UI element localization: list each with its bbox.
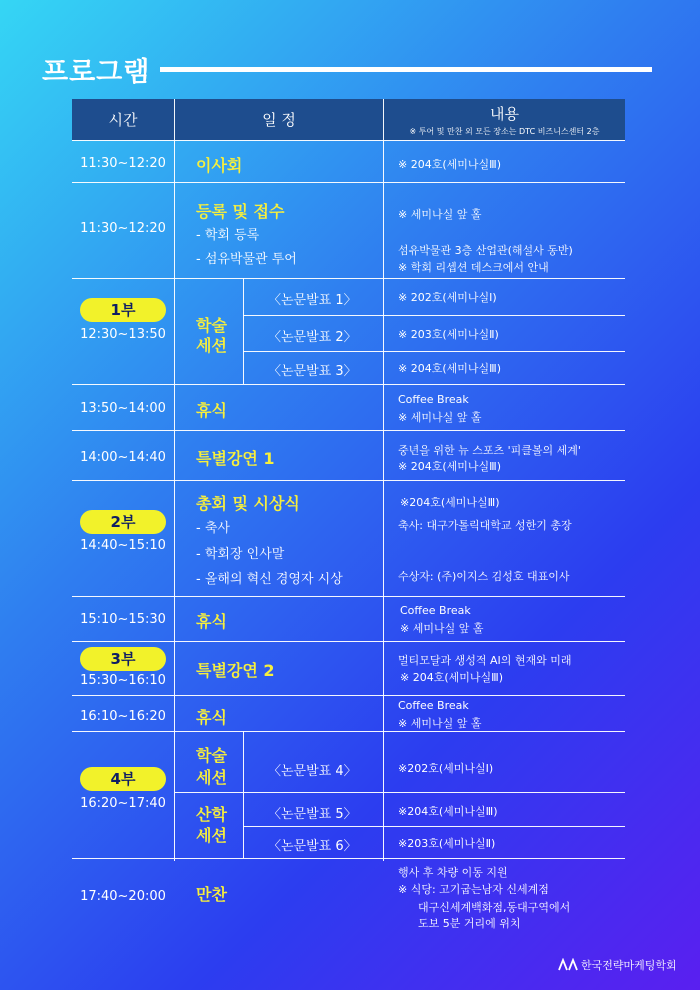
row-divider [72, 641, 625, 642]
row-note: ※ 204호(세미나실Ⅲ) [398, 460, 502, 473]
row-title: 특별강연 1 [196, 449, 275, 468]
row-note: ※ 203호(세미나실Ⅱ) [398, 328, 499, 341]
society-logo [558, 957, 677, 973]
row-note: 멀티모달과 생성적 AI의 현재와 미래 [398, 654, 572, 667]
session-label: 학술 [196, 746, 227, 765]
paper-session: 〈논문발표 4〉 [268, 764, 357, 779]
row-time: 11:30~12:20 [80, 221, 166, 236]
paper-session: 〈논문발표 1〉 [268, 293, 357, 308]
session-label: 세션 [196, 826, 227, 845]
row-time: 16:20~17:40 [80, 796, 166, 811]
row-note: ※203호(세미나실Ⅱ) [398, 837, 496, 850]
table-header [72, 99, 625, 140]
part-badge: 4부 [80, 767, 166, 791]
session-label: 학술 [196, 316, 227, 335]
header-content-label: 내용 [490, 104, 519, 123]
row-time: 15:30~16:10 [80, 673, 166, 688]
row-note: ※202호(세미나실Ⅰ) [398, 762, 494, 775]
paper-session: 〈논문발표 3〉 [268, 364, 357, 379]
row-divider [72, 182, 625, 183]
row-divider [72, 278, 625, 279]
row-time: 16:10~16:20 [80, 709, 166, 724]
row-title: 휴식 [196, 401, 227, 420]
row-divider [72, 731, 625, 732]
row-divider [72, 140, 625, 141]
row-divider [243, 315, 625, 316]
row-note: ※ 204호(세미나실Ⅲ) [398, 362, 502, 375]
row-divider [72, 430, 625, 431]
row-note: ※204호(세미나실Ⅲ) [398, 805, 498, 818]
header-time: 시간 [108, 111, 138, 129]
row-note: 축사: 대구가톨릭대학교 성한기 총장 [398, 519, 572, 532]
row-divider [72, 596, 625, 597]
part-badge: 2부 [80, 510, 166, 534]
row-note: Coffee Break [398, 393, 469, 406]
title-underline [160, 67, 652, 72]
row-item: - 축사 [196, 521, 230, 536]
row-time: 11:30~12:20 [80, 156, 166, 171]
paper-session: 〈논문발표 2〉 [268, 330, 357, 345]
row-time: 13:50~14:00 [80, 401, 166, 416]
row-note: ※ 204호(세미나실Ⅲ) [398, 158, 502, 171]
row-divider [72, 695, 625, 696]
row-title: 휴식 [196, 708, 227, 727]
row-title: 만찬 [196, 885, 227, 904]
logo-text: 한국전략마케팅학회 [581, 959, 677, 972]
session-label: 세션 [196, 768, 227, 787]
row-note: 섬유박물관 3층 산업관(해설사 동반) [398, 244, 573, 257]
row-note: Coffee Break [398, 699, 469, 712]
sub-divider-1 [243, 278, 244, 384]
row-time: 14:00~14:40 [80, 450, 166, 465]
row-note: ※ 204호(세미나실Ⅲ) [400, 671, 504, 684]
header-schedule: 일 정 [262, 111, 296, 129]
row-time: 12:30~13:50 [80, 327, 166, 342]
row-title: 이사회 [196, 156, 243, 175]
row-divider [243, 351, 625, 352]
row-title: 특별강연 2 [196, 661, 275, 680]
session-label: 산학 [196, 805, 227, 824]
paper-session: 〈논문발표 5〉 [268, 807, 357, 822]
header-content [384, 99, 625, 140]
program-table [72, 99, 625, 930]
row-note: ※ 202호(세미나실Ⅰ) [398, 291, 497, 304]
row-note: ※ 세미나실 앞 홀 [400, 622, 484, 635]
row-divider [72, 858, 625, 859]
row-note: 도보 5분 거리에 위치 [418, 917, 521, 930]
row-title: 등록 및 접수 [196, 202, 285, 221]
row-item: - 섬유박물관 투어 [196, 252, 297, 267]
row-time: 15:10~15:30 [80, 612, 166, 627]
session-label: 세션 [196, 336, 227, 355]
row-note: 행사 후 차량 이동 지원 [398, 866, 508, 879]
row-divider [72, 384, 625, 385]
row-note: ※ 세미나실 앞 홀 [398, 411, 482, 424]
row-note: ※ 세미나실 앞 홀 [398, 208, 482, 221]
row-divider [243, 826, 625, 827]
part-badge: 1부 [80, 298, 166, 322]
row-note: 대구신세계백화점,동대구역에서 [418, 901, 571, 914]
logo-mark-icon [558, 958, 578, 972]
part-badge: 3부 [80, 647, 166, 671]
row-note: ※ 세미나실 앞 홀 [398, 717, 482, 730]
row-divider [175, 792, 625, 793]
row-note: ※ 학회 리셉션 데스크에서 안내 [398, 261, 549, 274]
row-note: 수상자: (주)이지스 김성호 대표이사 [398, 570, 570, 583]
row-time: 14:40~15:10 [80, 538, 166, 553]
row-title: 휴식 [196, 612, 227, 631]
page-title: 프로그램 [42, 57, 151, 88]
row-divider [72, 480, 625, 481]
row-item: - 학회장 인사말 [196, 547, 285, 562]
row-time: 17:40~20:00 [80, 889, 166, 904]
row-note: 중년을 위한 뉴 스포츠 '피클볼의 세계' [398, 444, 581, 457]
row-item: - 학회 등록 [196, 228, 260, 243]
row-note: ※204호(세미나실Ⅲ) [400, 496, 500, 509]
row-item: - 올해의 혁신 경영자 시상 [196, 572, 343, 587]
row-title: 총회 및 시상식 [196, 494, 300, 513]
header-content-note: ※ 투어 및 만찬 외 모든 장소는 DTC 비즈니스센터 2층 [409, 126, 600, 136]
paper-session: 〈논문발표 6〉 [268, 839, 357, 854]
sub-divider-2 [243, 731, 244, 858]
row-note: Coffee Break [400, 604, 471, 617]
row-note: ※ 식당: 고기굽는남자 신세계점 [398, 883, 549, 896]
